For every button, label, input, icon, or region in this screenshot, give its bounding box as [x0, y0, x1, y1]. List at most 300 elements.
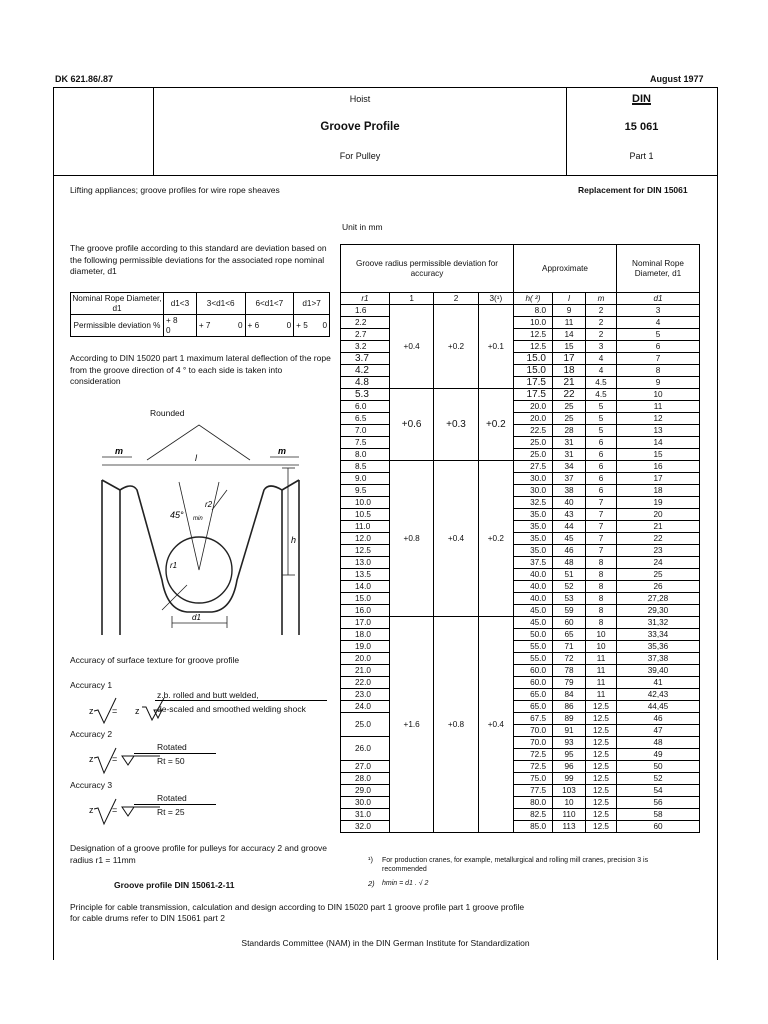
r1-cell: 10.5	[341, 509, 390, 521]
r1-cell: 31.0	[341, 809, 390, 821]
r1-cell: 10.0	[341, 497, 390, 509]
deviation-cell: +0.6	[389, 389, 433, 461]
r1-cell: 8.0	[341, 449, 390, 461]
r1-cell: 20.0	[341, 653, 390, 665]
h-cell: 17.5	[514, 389, 553, 401]
r1-cell: 27.0	[341, 761, 390, 773]
h-cell: 50.0	[514, 629, 553, 641]
footnote-1: For production cranes, for example, metallurgical and rolling mill cranes, precision 3 is recommended	[382, 857, 649, 873]
deviation-cell: + 6 0	[245, 315, 294, 337]
m-cell: 7	[586, 497, 617, 509]
h-cell: 15.0	[514, 353, 553, 365]
r1-cell: 2.7	[341, 329, 390, 341]
m-cell: 4.5	[586, 389, 617, 401]
r1-cell: 14.0	[341, 581, 390, 593]
h-cell: 82.5	[514, 809, 553, 821]
r1-cell: 8.5	[341, 461, 390, 473]
d1-cell: 23	[617, 545, 700, 557]
r2-label: r2	[205, 500, 213, 509]
h-cell: 27.5	[514, 461, 553, 473]
accuracy-2-z: z	[89, 754, 94, 764]
accuracy-3-z: z	[89, 805, 94, 815]
d1-label: d1	[192, 613, 201, 622]
h-cell: 60.0	[514, 665, 553, 677]
m-cell: 12.5	[586, 713, 617, 725]
h-cell: 20.0	[514, 401, 553, 413]
deviation-cell: + 8 0	[164, 315, 197, 337]
d1-cell: 26	[617, 581, 700, 593]
l-cell: 78	[553, 665, 586, 677]
deviation-cell: +0.8	[389, 461, 433, 617]
r1-cell: 30.0	[341, 797, 390, 809]
h-cell: 85.0	[514, 821, 553, 833]
col-acc3: 3(¹)	[478, 293, 513, 305]
d1-cell: 13	[617, 425, 700, 437]
m-cell: 12.5	[586, 749, 617, 761]
table-row	[341, 461, 700, 473]
deviation-cell: +0.4	[478, 617, 513, 833]
l-cell: 51	[553, 569, 586, 581]
l-cell: 22	[553, 389, 586, 401]
r1-cell: 12.0	[341, 533, 390, 545]
r1-cell: 13.5	[341, 569, 390, 581]
l-cell: 38	[553, 485, 586, 497]
m-cell: 6	[586, 473, 617, 485]
m-cell: 12.5	[586, 737, 617, 749]
nominal-diameter-header: Nominal Rope Diameter, d1	[617, 245, 700, 293]
h-cell: 15.0	[514, 365, 553, 377]
m-cell: 8	[586, 557, 617, 569]
l-cell: 86	[553, 701, 586, 713]
m-cell: 12.5	[586, 797, 617, 809]
deviation-cell: + 7 0	[196, 315, 245, 337]
d1-cell: 33,34	[617, 629, 700, 641]
table-row	[341, 389, 700, 401]
h-cell: 12.5	[514, 341, 553, 353]
deviation-cell: +0.3	[434, 389, 478, 461]
col-acc2: 2	[434, 293, 478, 305]
principle-text: Principle for cable transmission, calculation and design according to DIN 15020 part 1 groove profile part 1 groove profile for cable drums refer to DIN 15061 part 2	[70, 902, 525, 923]
d1-cell: 37,38	[617, 653, 700, 665]
document-code: DK 621.86/.87	[55, 74, 114, 84]
accuracy-3-equals: =	[112, 805, 118, 815]
deviation-cell: +0.2	[478, 461, 513, 617]
l-cell: 99	[553, 773, 586, 785]
d1-cell: 12	[617, 413, 700, 425]
d1-cell: 6	[617, 341, 700, 353]
d1-cell: 15	[617, 449, 700, 461]
r1-cell: 4.8	[341, 377, 390, 389]
h-cell: 17.5	[514, 377, 553, 389]
l-cell: 40	[553, 497, 586, 509]
h-cell: 55.0	[514, 653, 553, 665]
accuracy-1-note1: z.b. rolled and butt welded,	[157, 690, 259, 700]
h-cell: 35.0	[514, 533, 553, 545]
r1-cell: 7.5	[341, 437, 390, 449]
d1-cell: 7	[617, 353, 700, 365]
footnote-1-mark: ¹)	[368, 855, 373, 864]
h-cell: 60.0	[514, 677, 553, 689]
l-cell: 84	[553, 689, 586, 701]
l-cell: 65	[553, 629, 586, 641]
accuracy-3-note2: Rt = 25	[157, 807, 185, 817]
h-cell: 67.5	[514, 713, 553, 725]
m-cell: 8	[586, 581, 617, 593]
h-cell: 45.0	[514, 617, 553, 629]
l-cell: 37	[553, 473, 586, 485]
surface-symbol-icon	[94, 746, 164, 776]
l-cell: 91	[553, 725, 586, 737]
r1-cell: 24.0	[341, 701, 390, 713]
m-cell: 2	[586, 317, 617, 329]
standard-number: 15 061	[624, 121, 659, 133]
r1-cell: 26.0	[341, 737, 390, 761]
d1-cell: 9	[617, 377, 700, 389]
h-cell: 35.0	[514, 509, 553, 521]
m-cell: 8	[586, 617, 617, 629]
d1-cell: 14	[617, 437, 700, 449]
r1-cell: 4.2	[341, 365, 390, 377]
footer-text: Standards Committee (NAM) in the DIN German Institute for Standardization	[241, 938, 530, 948]
d1-cell: 44,45	[617, 701, 700, 713]
l-cell: 110	[553, 809, 586, 821]
col-r1: r1	[341, 293, 390, 305]
h-cell: 77.5	[514, 785, 553, 797]
h-cell: 30.0	[514, 485, 553, 497]
l-cell: 48	[553, 557, 586, 569]
m-cell: 7	[586, 521, 617, 533]
accuracy-1-label: Accuracy 1	[70, 680, 113, 690]
r1-cell: 25.0	[341, 713, 390, 737]
d1-cell: 8	[617, 365, 700, 377]
h-cell: 72.5	[514, 761, 553, 773]
d1-cell: 19	[617, 497, 700, 509]
m-cell: 4	[586, 365, 617, 377]
m-cell: 11	[586, 665, 617, 677]
h-cell: 12.5	[514, 329, 553, 341]
l-cell: 43	[553, 509, 586, 521]
accuracy-1-z2: z	[135, 706, 140, 716]
d1-cell: 56	[617, 797, 700, 809]
h-cell: 80.0	[514, 797, 553, 809]
d1-cell: 60	[617, 821, 700, 833]
d1-cell: 10	[617, 389, 700, 401]
angle-label: 45°	[170, 510, 184, 520]
deviation-cell: +0.8	[434, 617, 478, 833]
h-cell: 70.0	[514, 725, 553, 737]
replacement-text: Replacement for DIN 15061	[578, 185, 688, 195]
d1-cell: 39,40	[617, 665, 700, 677]
l-cell: 25	[553, 401, 586, 413]
lateral-deflection-text: According to DIN 15020 part 1 maximum lateral deflection of the rope from the groove direction of 4 ° to each side is taken into consideration	[70, 353, 331, 386]
col-m: m	[586, 293, 617, 305]
l-cell: 89	[553, 713, 586, 725]
m-cell: 8	[586, 593, 617, 605]
din-logo: DIN	[632, 93, 651, 105]
r1-cell: 15.0	[341, 593, 390, 605]
r1-cell: 6.0	[341, 401, 390, 413]
l-cell: 11	[553, 317, 586, 329]
r1-cell: 17.0	[341, 617, 390, 629]
m-cell: 5	[586, 425, 617, 437]
h-cell: 20.0	[514, 413, 553, 425]
r1-cell: 5.3	[341, 389, 390, 401]
figure-label: Rounded	[150, 408, 185, 418]
l-cell: 25	[553, 413, 586, 425]
header-title: Groove Profile	[320, 121, 400, 133]
accuracy-2-note1: Rotated	[157, 742, 187, 752]
h-cell: 45.0	[514, 605, 553, 617]
l-cell: 93	[553, 737, 586, 749]
h-cell: 8.0	[514, 305, 553, 317]
h-cell: 35.0	[514, 521, 553, 533]
r1-cell: 2.2	[341, 317, 390, 329]
m-cell: 7	[586, 509, 617, 521]
l-cell: 10	[553, 797, 586, 809]
h-cell: 40.0	[514, 593, 553, 605]
l-cell: 18	[553, 365, 586, 377]
l-cell: 95	[553, 749, 586, 761]
d1-cell: 41	[617, 677, 700, 689]
h-cell: 65.0	[514, 701, 553, 713]
scope-text: Lifting appliances; groove profiles for wire rope sheaves	[70, 185, 280, 195]
d1-cell: 5	[617, 329, 700, 341]
l-cell: 96	[553, 761, 586, 773]
d1-cell: 21	[617, 521, 700, 533]
l-label: l	[195, 453, 197, 463]
range-header: d1<3	[164, 293, 197, 315]
d1-cell: 29,30	[617, 605, 700, 617]
col-h: h( ²)	[514, 293, 553, 305]
m-cell: 12.5	[586, 725, 617, 737]
d1-cell: 25	[617, 569, 700, 581]
l-cell: 31	[553, 449, 586, 461]
r1-label: r1	[170, 561, 178, 570]
l-cell: 71	[553, 641, 586, 653]
deviation-cell: +0.4	[389, 305, 433, 389]
r1-cell: 13.0	[341, 557, 390, 569]
permissible-deviation-label: Permissible deviation %	[71, 315, 164, 337]
r1-cell: 1.6	[341, 305, 390, 317]
l-cell: 113	[553, 821, 586, 833]
designation-text: Designation of a groove profile for pulleys for accuracy 2 and groove radius r1 = 11mm	[70, 843, 328, 865]
footnote-2-mark: 2)	[368, 879, 375, 888]
l-cell: 15	[553, 341, 586, 353]
d1-cell: 27,28	[617, 593, 700, 605]
d1-cell: 42,43	[617, 689, 700, 701]
accuracy-2-label: Accuracy 2	[70, 729, 113, 739]
standard-part: Part 1	[629, 151, 654, 161]
m-cell: 8	[586, 569, 617, 581]
d1-cell: 22	[617, 533, 700, 545]
r1-cell: 16.0	[341, 605, 390, 617]
l-cell: 53	[553, 593, 586, 605]
h-cell: 72.5	[514, 749, 553, 761]
header-title-small: Hoist	[349, 94, 371, 104]
m-cell: 5	[586, 413, 617, 425]
m-cell: 7	[586, 545, 617, 557]
col-acc1: 1	[389, 293, 433, 305]
d1-cell: 20	[617, 509, 700, 521]
approximate-header: Approximate	[514, 245, 617, 293]
header-divider	[53, 175, 717, 176]
d1-cell: 52	[617, 773, 700, 785]
l-cell: 103	[553, 785, 586, 797]
l-cell: 45	[553, 533, 586, 545]
deviation-cell: +1.6	[389, 617, 433, 833]
d1-cell: 18	[617, 485, 700, 497]
m-cell: 12.5	[586, 785, 617, 797]
accuracy-1-z: z	[89, 706, 94, 716]
designation-example: Groove profile DIN 15061-2-11	[114, 880, 235, 890]
r1-cell: 21.0	[341, 665, 390, 677]
m-cell: 4	[586, 353, 617, 365]
r1-cell: 11.0	[341, 521, 390, 533]
d1-cell: 24	[617, 557, 700, 569]
m-label: m	[115, 446, 124, 456]
m-cell: 12.5	[586, 761, 617, 773]
l-cell: 72	[553, 653, 586, 665]
m-cell: 10	[586, 641, 617, 653]
l-cell: 52	[553, 581, 586, 593]
r1-cell: 12.5	[341, 545, 390, 557]
l-cell: 46	[553, 545, 586, 557]
m-cell: 11	[586, 677, 617, 689]
h-cell: 75.0	[514, 773, 553, 785]
accuracy-1-equals: =	[112, 706, 118, 716]
d1-cell: 47	[617, 725, 700, 737]
col-l: l	[553, 293, 586, 305]
h-label: h	[291, 535, 297, 545]
l-cell: 31	[553, 437, 586, 449]
l-cell: 44	[553, 521, 586, 533]
h-cell: 32.5	[514, 497, 553, 509]
d1-cell: 46	[617, 713, 700, 725]
d1-cell: 35,36	[617, 641, 700, 653]
l-cell: 21	[553, 377, 586, 389]
d1-cell: 50	[617, 761, 700, 773]
deviation-cell: +0.2	[478, 389, 513, 461]
r1-cell: 3.2	[341, 341, 390, 353]
d1-cell: 49	[617, 749, 700, 761]
document-date: August 1977	[650, 74, 704, 84]
h-cell: 25.0	[514, 449, 553, 461]
intro-text: The groove profile according to this standard are deviation based on the following permissible deviations for the associated rope nominal diameter, d1	[70, 243, 327, 276]
r1-cell: 7.0	[341, 425, 390, 437]
m-cell: 6	[586, 461, 617, 473]
m-cell: 12.5	[586, 809, 617, 821]
l-cell: 79	[553, 677, 586, 689]
r1-cell: 22.0	[341, 677, 390, 689]
h-cell: 65.0	[514, 689, 553, 701]
r1-cell: 23.0	[341, 689, 390, 701]
m-cell: 10	[586, 629, 617, 641]
r1-cell: 6.5	[341, 413, 390, 425]
angle-sub-label: min	[193, 516, 203, 522]
h-cell: 40.0	[514, 569, 553, 581]
h-cell: 30.0	[514, 473, 553, 485]
l-cell: 17	[553, 353, 586, 365]
r1-cell: 32.0	[341, 821, 390, 833]
h-cell: 25.0	[514, 437, 553, 449]
m-cell: 11	[586, 689, 617, 701]
h-cell: 70.0	[514, 737, 553, 749]
m-cell: 6	[586, 485, 617, 497]
unit-text: Unit in mm	[342, 222, 383, 232]
accuracy-2-note2: Rt = 50	[157, 756, 185, 766]
accuracy-3-note1: Rotated	[157, 793, 187, 803]
accuracy-3-label: Accuracy 3	[70, 780, 113, 790]
m-cell: 6	[586, 437, 617, 449]
footnote-2: hmin = d1 . √ 2	[382, 880, 429, 887]
surface-symbol-icon	[94, 797, 164, 827]
l-cell: 14	[553, 329, 586, 341]
m-cell: 7	[586, 533, 617, 545]
m-cell: 8	[586, 605, 617, 617]
d1-cell: 16	[617, 461, 700, 473]
texture-heading: Accuracy of surface texture for groove profile	[70, 655, 240, 665]
d1-cell: 48	[617, 737, 700, 749]
d1-cell: 3	[617, 305, 700, 317]
h-cell: 35.0	[514, 545, 553, 557]
deviation-cell: +0.1	[478, 305, 513, 389]
table-row	[341, 305, 700, 317]
h-cell: 22.5	[514, 425, 553, 437]
deviation-cell: + 5 0	[294, 315, 330, 337]
header-subtitle: For Pulley	[339, 151, 381, 161]
d1-cell: 54	[617, 785, 700, 797]
m-cell: 6	[586, 449, 617, 461]
m-cell: 12.5	[586, 821, 617, 833]
m-cell: 3	[586, 341, 617, 353]
r1-cell: 28.0	[341, 773, 390, 785]
l-cell: 9	[553, 305, 586, 317]
d1-cell: 58	[617, 809, 700, 821]
r1-cell: 9.5	[341, 485, 390, 497]
d1-cell: 31,32	[617, 617, 700, 629]
r1-cell: 29.0	[341, 785, 390, 797]
deviation-cell: +0.2	[434, 305, 478, 389]
r1-cell: 3.7	[341, 353, 390, 365]
r1-cell: 19.0	[341, 641, 390, 653]
range-header: d1>7	[294, 293, 330, 315]
groove-dimension-table	[340, 244, 700, 833]
range-header: 3<d1<6	[196, 293, 245, 315]
r1-cell: 18.0	[341, 629, 390, 641]
deviation-cell: +0.4	[434, 461, 478, 617]
h-cell: 55.0	[514, 641, 553, 653]
accuracy-2-equals: =	[112, 754, 118, 764]
m-cell: 12.5	[586, 773, 617, 785]
groove-radius-header: Groove radius permissible deviation for accuracy	[341, 245, 514, 293]
range-header: 6<d1<7	[245, 293, 294, 315]
l-cell: 34	[553, 461, 586, 473]
d1-cell: 17	[617, 473, 700, 485]
nominal-deviation-table	[70, 292, 330, 337]
m-cell: 11	[586, 653, 617, 665]
table-row	[341, 617, 700, 629]
groove-profile-figure	[92, 420, 317, 635]
m-cell: 5	[586, 401, 617, 413]
h-cell: 40.0	[514, 581, 553, 593]
d1-cell: 4	[617, 317, 700, 329]
l-cell: 60	[553, 617, 586, 629]
col-d1: d1	[617, 293, 700, 305]
m-cell: 4.5	[586, 377, 617, 389]
h-cell: 10.0	[514, 317, 553, 329]
l-cell: 28	[553, 425, 586, 437]
h-cell: 37.5	[514, 557, 553, 569]
